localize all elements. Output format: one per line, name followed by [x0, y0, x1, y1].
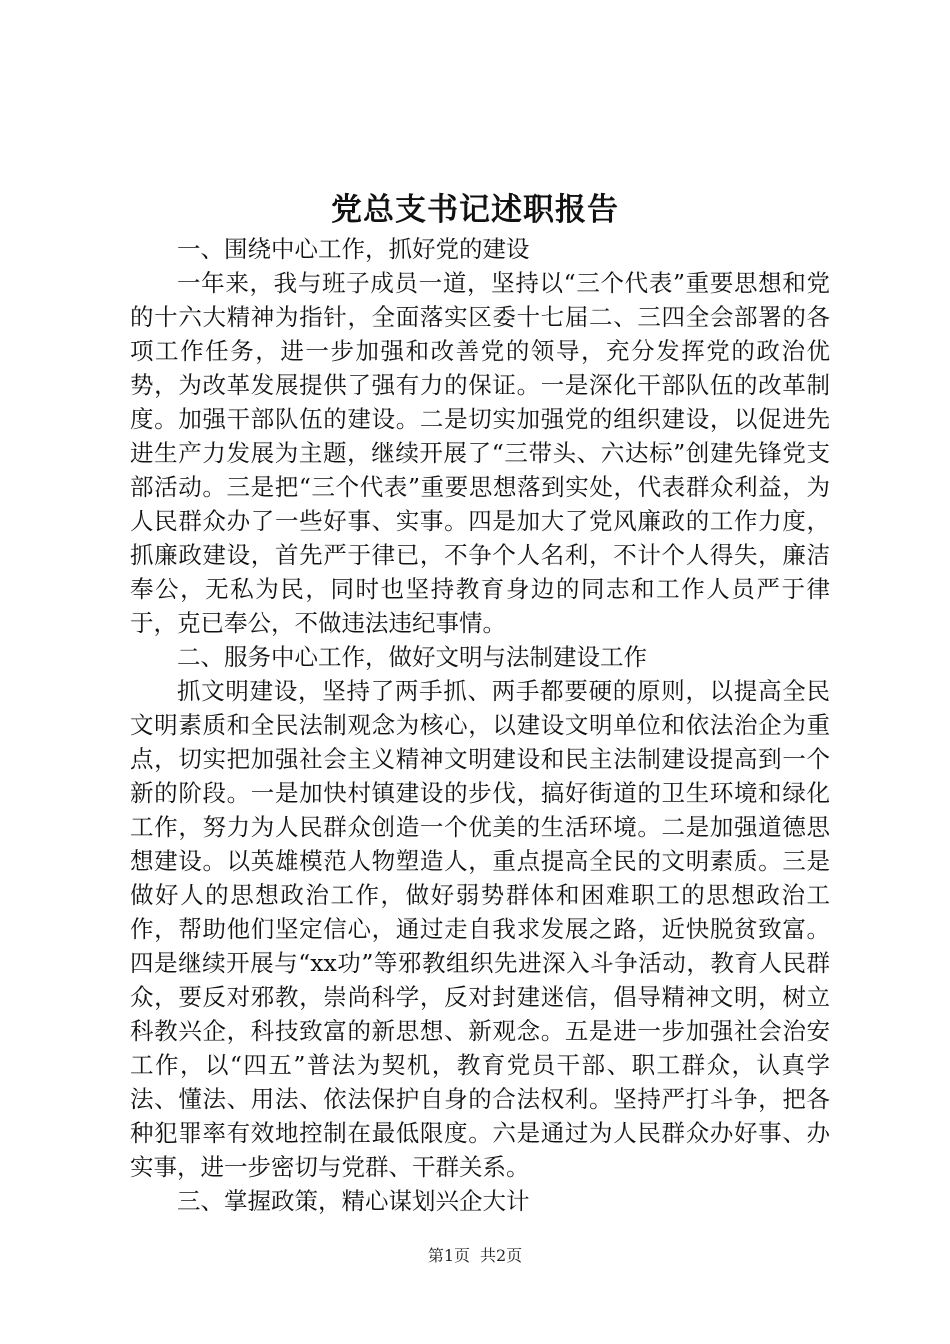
body-paragraph-1: 一年来，我与班子成员一道，坚持以“三个代表”重要思想和党的十六大精神为指针，全面落实区委十七届二、三四全会部署的各项工作任务，进一步加强和改善党的领导，充分发挥党的政治优势，为改革发展提供了强有力的保证。一是深化干部队伍的改革制度。加强干部队伍的建设。二是切实加强党的组织建设，以促进先进生产力发展为主题，继续开展了“三带头、六达标”创建先锋党支部活动。三是把“三个代表”重要思想落到实处，代表群众利益，为人民群众办了一些好事、实事。四是加大了党风廉政的工作力度，抓廉政建设，首先严于律已，不争个人名利，不计个人得失，廉洁奉公，无私为民，同时也坚持教育身边的同志和工作人员严于律于，克已奉公，不做违法违纪事情。: [130, 269, 830, 637]
page-footer: [0, 1243, 950, 1266]
page-number: 第1页: [427, 1246, 470, 1265]
section-heading-3: 三、掌握政策，精心谋划兴企大计: [177, 1187, 530, 1215]
document-body: [130, 232, 830, 1218]
section-heading-1: 一、围绕中心工作，抓好党的建设: [177, 235, 530, 263]
section-heading-2: 二、服务中心工作，做好文明与法制建设工作: [177, 643, 647, 671]
page-total: 共2页: [480, 1246, 523, 1265]
body-paragraph-2: 抓文明建设，坚持了两手抓、两手都要硬的原则，以提高全民文明素质和全民法制观念为核心，以建设文明单位和依法治企为重点，切实把加强社会主义精神文明建设和民主法制建设提高到一个新的阶段。一是加快村镇建设的步伐，搞好街道的卫生环境和绿化工作，努力为人民群众创造一个优美的生活环境。二是加强道德思想建设。以英雄模范人物塑造人，重点提高全民的文明素质。三是做好人的思想政治工作，做好弱势群体和困难职工的思想政治工作，帮助他们坚定信心，通过走自我求发展之路，近快脱贫致富。四是继续开展与“xx功”等邪教组织先进深入斗争活动，教育人民群众，要反对邪教，崇尚科学，反对封建迷信，倡导精神文明，树立科教兴企，科技致富的新思想、新观念。五是进一步加强社会治安工作，以“四五”普法为契机，教育党员干部、职工群众，认真学法、懂法、用法、依法保护自身的合法权利。坚持严打斗争，把各种犯罪率有效地控制在最低限度。六是通过为人民群众办好事、办实事，进一步密切与党群、干群关系。: [130, 677, 830, 1181]
document-title: 党总支书记述职报告: [331, 192, 619, 228]
